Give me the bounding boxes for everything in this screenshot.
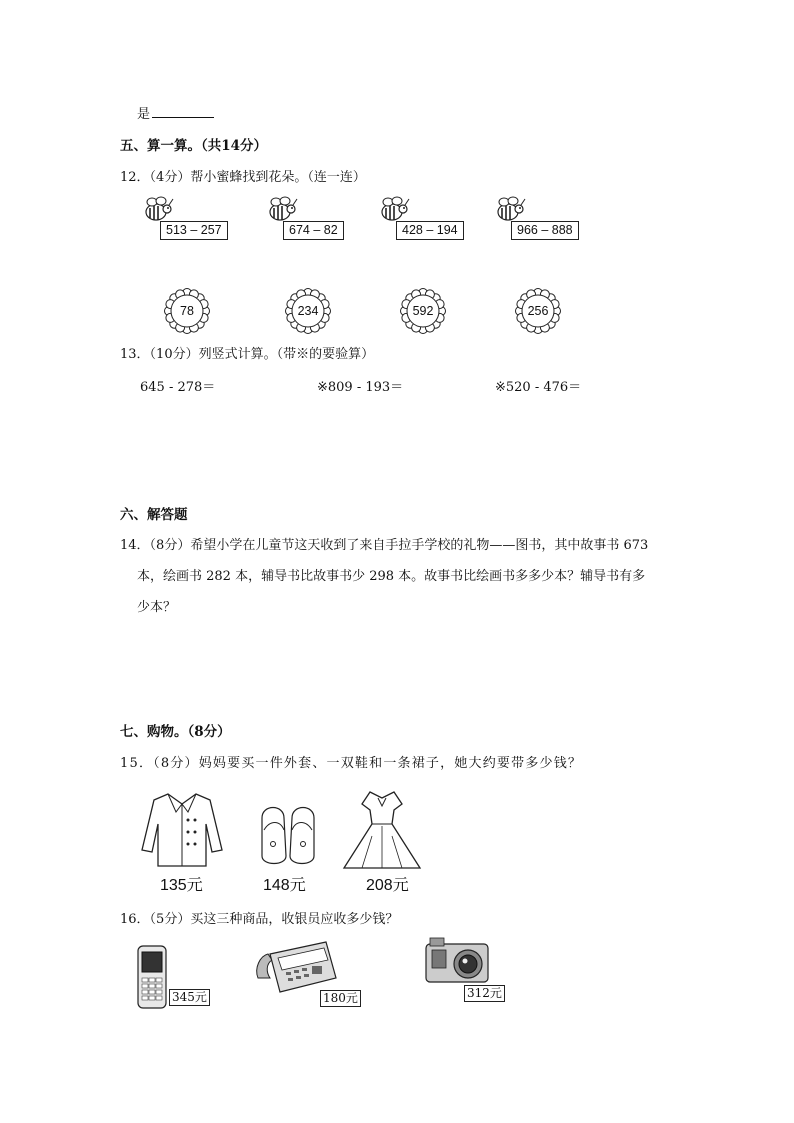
desk-telephone-icon xyxy=(254,938,338,996)
flower-number: 256 xyxy=(527,304,549,318)
bee-expression: 966 – 888 xyxy=(511,221,579,240)
coat-price: 135元 xyxy=(160,877,203,894)
q13-item-2: ※809 - 193＝ xyxy=(317,380,404,395)
q13-item-3: ※520 - 476＝ xyxy=(495,380,582,395)
flower-number: 78 xyxy=(180,304,194,318)
bee-icon xyxy=(494,196,528,224)
desk-telephone-price: 180元 xyxy=(320,990,361,1007)
q16-prompt: 16．（5分）买这三种商品，收银员应收多少钱？ xyxy=(120,912,399,927)
bee-expression: 674 – 82 xyxy=(283,221,344,240)
flower-number: 592 xyxy=(412,304,434,318)
flower-number: 234 xyxy=(297,304,319,318)
q13-prompt: 13．（10分）列竖式计算。（带※的要验算） xyxy=(120,347,375,362)
q14-line-3: 少本？ xyxy=(137,600,177,615)
q13-item-1: 645 - 278＝ xyxy=(140,380,216,395)
q14-line-1: 14．（8分）希望小学在儿童节这天收到了来自手拉手学校的礼物——图书，其中故事书 673 xyxy=(120,538,649,553)
shoes-price: 148元 xyxy=(263,877,306,894)
q12-prompt: 12．（4分）帮小蜜蜂找到花朵。（连一连） xyxy=(120,170,366,185)
flower-1[interactable] xyxy=(164,288,210,334)
answer-line-prev xyxy=(137,103,214,122)
dress-icon xyxy=(340,786,424,872)
dress-price: 208元 xyxy=(366,877,409,894)
mobile-phone-icon xyxy=(136,944,168,1010)
camera-price: 312元 xyxy=(464,985,505,1002)
camera-icon xyxy=(424,936,492,984)
flower-2[interactable] xyxy=(285,288,331,334)
bee-expression: 428 – 194 xyxy=(396,221,464,240)
coat-icon xyxy=(138,790,226,870)
mobile-phone-price: 345元 xyxy=(169,989,210,1006)
answer-blank[interactable] xyxy=(152,105,214,118)
flower-4[interactable] xyxy=(515,288,561,334)
bee-expression: 513 – 257 xyxy=(160,221,228,240)
bee-icon xyxy=(266,196,300,224)
section5-title: 五、算一算。（共14分） xyxy=(120,138,268,154)
shoes-icon xyxy=(258,800,318,866)
flower-3[interactable] xyxy=(400,288,446,334)
section6-title: 六、解答题 xyxy=(120,507,188,523)
q14-line-2: 本，绘画书 282 本，辅导书比故事书少 298 本。故事书比绘画书多多少本？辅导书有多 xyxy=(137,569,646,584)
q15-prompt: 15．（8分）妈妈要买一件外套、一双鞋和一条裙子，她大约要带多少钱？ xyxy=(120,756,583,771)
answer-label: 是 xyxy=(137,107,151,122)
section7-title: 七、购物。（8分） xyxy=(120,724,231,740)
bee-icon xyxy=(142,196,176,224)
bee-icon xyxy=(378,196,412,224)
